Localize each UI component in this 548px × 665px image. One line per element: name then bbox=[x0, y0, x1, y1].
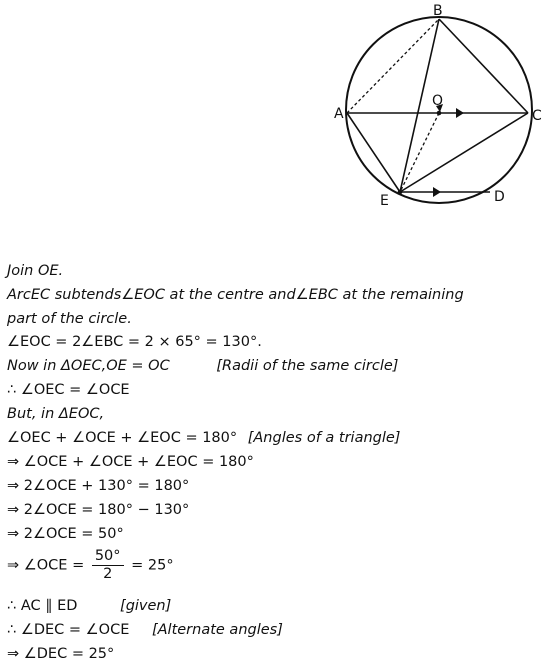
solution-line-7: But, in ΔEOC, bbox=[7, 406, 105, 422]
label-d: D bbox=[494, 189, 505, 205]
solution-line-2: ArcEC subtends∠EOC at the centre and∠EBC at the remaining bbox=[7, 287, 464, 303]
chord-ab-dashed bbox=[347, 19, 439, 113]
fraction-denominator: 2 bbox=[103, 566, 113, 582]
solution-line-8-reason: [Angles of a triangle] bbox=[247, 430, 401, 446]
solution-line-8 bbox=[7, 429, 400, 447]
parallel-arrow-ed bbox=[433, 187, 441, 197]
fraction-numerator: 50° bbox=[92, 548, 124, 566]
solution-line-16: ⇒ ∠DEC = 25° bbox=[7, 646, 115, 662]
solution-line-5-reason: [Radii of the same circle] bbox=[216, 358, 399, 374]
circle-figure bbox=[330, 0, 548, 215]
chord-ae bbox=[347, 113, 400, 192]
parallel-arrow-ac bbox=[456, 108, 464, 118]
solution-line-5-text: Now in ΔOEC,OE = OC bbox=[7, 358, 170, 374]
point-e bbox=[398, 190, 403, 195]
solution-line-15-text: ∴ ∠DEC = ∠OCE bbox=[7, 622, 130, 638]
solution-line-14-text: ∴ AC ∥ ED bbox=[7, 598, 78, 614]
label-a: A bbox=[334, 106, 344, 122]
solution-line-13-pre: ⇒ ∠OCE = bbox=[7, 557, 85, 574]
chord-bc bbox=[439, 19, 528, 113]
solution-line-6: ∴ ∠OEC = ∠OCE bbox=[7, 382, 130, 398]
solution-line-11: ⇒ 2∠OCE = 180° − 130° bbox=[7, 502, 190, 518]
solution-line-12: ⇒ 2∠OCE = 50° bbox=[7, 526, 124, 542]
solution-line-15-reason: [Alternate angles] bbox=[151, 622, 283, 638]
circle-diagram bbox=[330, 0, 548, 215]
solution-line-15 bbox=[7, 621, 283, 639]
solution-line-14 bbox=[7, 597, 171, 615]
solution-line-13-post: = 25° bbox=[131, 557, 174, 574]
solution-line-8-text: ∠OEC + ∠OCE + ∠EOC = 180° bbox=[7, 430, 238, 446]
solution-line-5 bbox=[7, 357, 398, 375]
solution-line-9: ⇒ ∠OCE + ∠OCE + ∠EOC = 180° bbox=[7, 454, 254, 470]
label-c: C bbox=[532, 108, 542, 124]
solution-line-1: Join OE. bbox=[7, 263, 64, 279]
fraction bbox=[92, 548, 124, 583]
solution-line-10: ⇒ 2∠OCE + 130° = 180° bbox=[7, 478, 190, 494]
label-b: B bbox=[433, 3, 443, 19]
label-o: O bbox=[432, 93, 444, 109]
solution-line-14-reason: [given] bbox=[120, 598, 172, 614]
label-e: E bbox=[380, 193, 389, 209]
solution-line-13 bbox=[7, 548, 174, 583]
solution-line-3: part of the circle. bbox=[7, 311, 132, 327]
point-o bbox=[437, 111, 442, 116]
solution-line-4: ∠EOC = 2∠EBC = 2 × 65° = 130°. bbox=[7, 334, 262, 350]
